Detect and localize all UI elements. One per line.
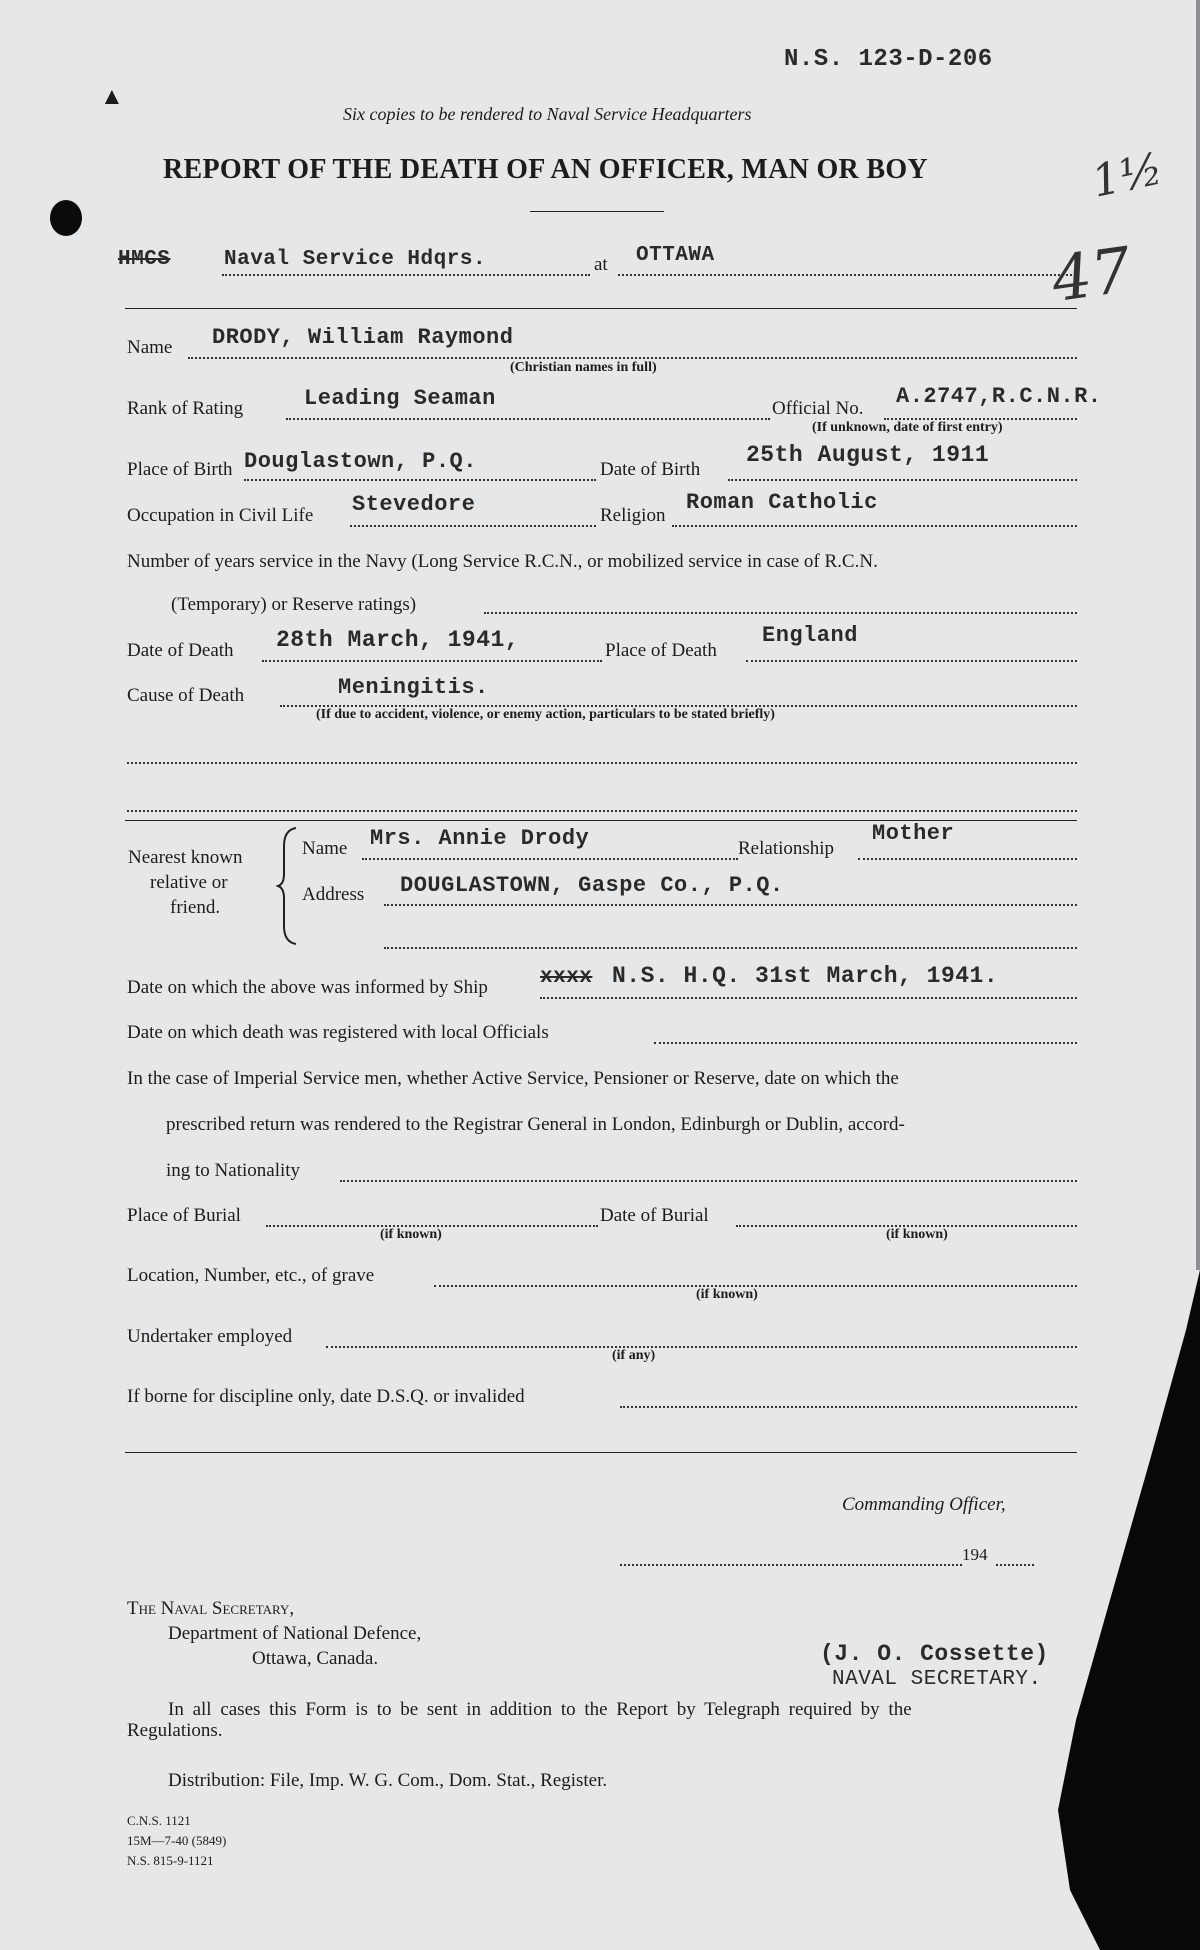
footer-note-line-2: Regulations. <box>127 1720 223 1741</box>
birth-date-dots <box>728 479 1077 481</box>
rank-value: Leading Seaman <box>304 386 496 411</box>
punch-hole <box>50 200 82 236</box>
stamp-mark-icon: ▲ <box>100 84 124 110</box>
death-date-value: 28th March, 1941, <box>276 627 520 653</box>
cause-extra-dots-2 <box>127 810 1077 812</box>
form-code-1: C.N.S. 1121 <box>127 1813 191 1828</box>
station-dots-1 <box>222 274 590 276</box>
signature-name: (J. O. Cossette) <box>820 1641 1049 1667</box>
rank-label: Rank of Rating <box>127 398 244 419</box>
cause-value: Meningitis. <box>338 675 489 700</box>
grave-label: Location, Number, etc., of grave <box>127 1265 375 1286</box>
footer-rule <box>125 1452 1077 1453</box>
discipline-dots <box>620 1406 1077 1408</box>
rank-dots <box>286 418 770 420</box>
name-note: (Christian names in full) <box>510 360 657 375</box>
imperial-line-2: prescribed return was rendered to the Registrar General in London, Edinburgh or Dublin, accord- <box>166 1114 905 1135</box>
official-no-value: A.2747,R.C.N.R. <box>896 384 1102 409</box>
copies-note: Six copies to be rendered to Naval Service Headquarters <box>343 104 752 124</box>
department-line: Department of National Defence, <box>168 1623 422 1644</box>
station-at-value: OTTAWA <box>636 244 715 267</box>
birth-place-value: Douglastown, P.Q. <box>244 449 477 474</box>
informed-value: N.S. H.Q. 31st March, 1941. <box>612 963 999 989</box>
file-number: N.S. 123-D-206 <box>784 46 993 73</box>
birth-place-label: Place of Birth <box>127 459 233 480</box>
address-dots-2 <box>384 947 1077 949</box>
relationship-dots <box>858 858 1077 860</box>
relationship-value: Mother <box>872 821 955 846</box>
undertaker-note: (if any) <box>612 1348 656 1363</box>
relative-brace <box>276 826 300 946</box>
burial-date-note: (if known) <box>886 1227 948 1242</box>
relative-group-line-3: friend. <box>170 897 221 918</box>
imperial-dots <box>340 1180 1077 1182</box>
station-at-label: at <box>594 254 608 275</box>
ottawa-line: Ottawa, Canada. <box>252 1648 379 1669</box>
death-date-dots <box>262 660 602 662</box>
burial-place-note: (if known) <box>380 1227 442 1242</box>
distribution-line: Distribution: File, Imp. W. G. Com., Dom. Stat., Register. <box>168 1770 608 1791</box>
co-year-dots <box>996 1564 1034 1566</box>
cause-label: Cause of Death <box>127 685 245 706</box>
address-value: DOUGLASTOWN, Gaspe Co., P.Q. <box>400 873 784 898</box>
official-no-note: (If unknown, date of first entry) <box>812 420 1003 435</box>
grave-note: (if known) <box>696 1287 758 1302</box>
address-dots-1 <box>384 904 1077 906</box>
death-place-label: Place of Death <box>605 640 717 661</box>
death-place-value: England <box>762 623 858 648</box>
handwritten-note-2: 47 <box>1047 232 1136 317</box>
co-label: Commanding Officer, <box>842 1494 1006 1515</box>
burial-date-label: Date of Burial <box>600 1205 709 1226</box>
relative-name-label: Name <box>302 838 348 859</box>
station-value: Naval Service Hdqrs. <box>224 248 487 271</box>
birth-place-dots <box>244 479 596 481</box>
relative-group-line-1: Nearest known <box>128 847 243 868</box>
undertaker-label: Undertaker employed <box>127 1326 293 1347</box>
religion-dots <box>672 525 1077 527</box>
service-line-2: (Temporary) or Reserve ratings) <box>171 594 417 615</box>
address-label: Address <box>302 884 365 905</box>
station-struck: HMCS <box>118 248 171 271</box>
handwritten-note-1: 1½ <box>1087 143 1168 208</box>
form-title: REPORT OF THE DEATH OF AN OFFICER, MAN OR BOY <box>163 154 928 185</box>
header-rule <box>125 308 1077 309</box>
relative-group-line-2: relative or <box>150 872 228 893</box>
informed-label: Date on which the above was informed by Ship <box>127 977 488 998</box>
cause-extra-dots-1 <box>127 762 1077 764</box>
form-code-3: N.S. 815-9-1121 <box>127 1853 214 1868</box>
religion-value: Roman Catholic <box>686 490 878 515</box>
informed-struck: xxxx <box>540 966 593 989</box>
occupation-value: Stevedore <box>352 492 476 517</box>
service-dots <box>484 612 1077 614</box>
undertaker-dots <box>326 1346 1077 1348</box>
birth-date-value: 25th August, 1911 <box>746 442 990 468</box>
death-place-dots <box>746 660 1077 662</box>
service-line-1: Number of years service in the Navy (Long Service R.C.N., or mobilized service in case of R.C.N. <box>127 551 878 572</box>
title-underline <box>530 211 664 212</box>
registered-label: Date on which death was registered with local Officials <box>127 1022 549 1043</box>
relationship-label: Relationship <box>738 838 835 859</box>
name-label: Name <box>127 337 173 358</box>
death-date-label: Date of Death <box>127 640 234 661</box>
burial-place-label: Place of Burial <box>127 1205 241 1226</box>
co-year: 194 <box>962 1545 988 1564</box>
footer-note-line-1: In all cases this Form is to be sent in addition to the Report by Telegraph required by the <box>168 1699 912 1720</box>
relative-name-dots <box>362 858 738 860</box>
co-dots <box>620 1564 962 1566</box>
religion-label: Religion <box>600 505 666 526</box>
station-dots-2 <box>618 274 1076 276</box>
cause-note: (If due to accident, violence, or enemy action, particulars to be stated briefly) <box>316 707 775 722</box>
official-no-label: Official No. <box>772 398 864 419</box>
registered-dots <box>654 1042 1077 1044</box>
discipline-label: If borne for discipline only, date D.S.Q. or invalided <box>127 1386 525 1407</box>
name-dots <box>188 357 1077 359</box>
signature-title: NAVAL SECRETARY. <box>832 1668 1042 1691</box>
birth-date-label: Date of Birth <box>600 459 701 480</box>
name-value: DRODY, William Raymond <box>212 325 514 350</box>
imperial-line-1: In the case of Imperial Service men, whether Active Service, Pensioner or Reserve, date on which the <box>127 1068 899 1089</box>
relative-name-value: Mrs. Annie Drody <box>370 826 590 851</box>
occupation-dots <box>350 525 596 527</box>
form-code-2: 15M—7-40 (5849) <box>127 1833 227 1848</box>
informed-dots <box>540 997 1077 999</box>
imperial-line-3: ing to Nationality <box>166 1160 301 1181</box>
naval-secretary-line: The Naval Secretary, <box>127 1598 295 1619</box>
occupation-label: Occupation in Civil Life <box>127 505 314 526</box>
